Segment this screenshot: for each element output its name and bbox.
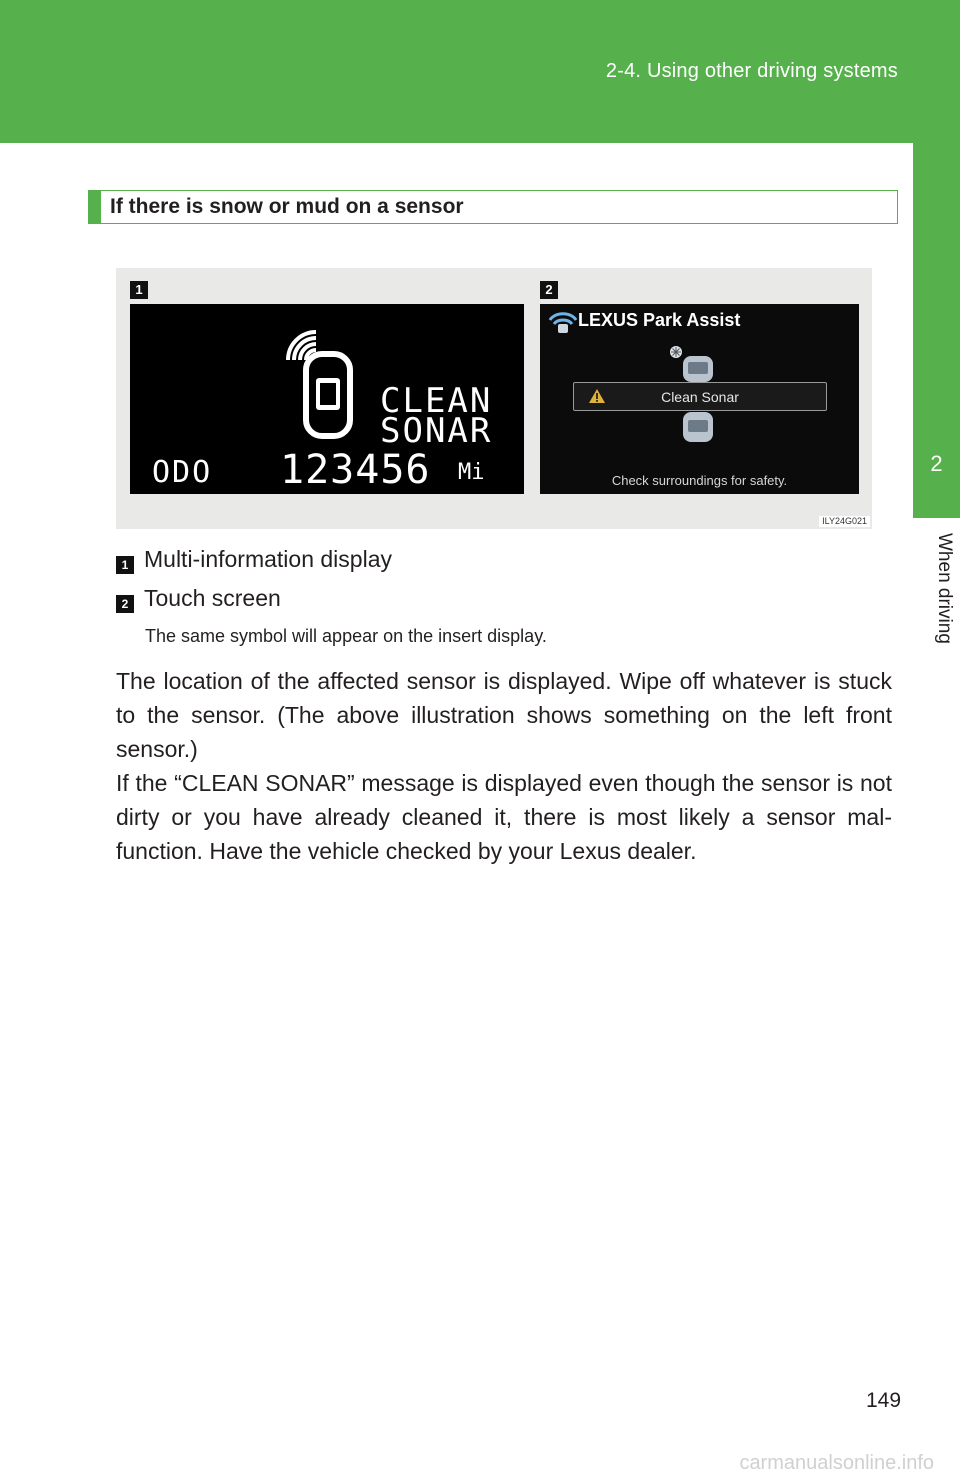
figure-tag-2: 2 <box>540 281 558 299</box>
legend-label-1: Multi-information display <box>144 546 392 572</box>
legend-item-2 <box>116 585 281 613</box>
section-title: 2-4. Using other driving systems <box>605 60 898 82</box>
multi-information-display <box>130 304 524 494</box>
clean-sonar-message <box>380 381 493 451</box>
clean-sonar-text: Clean Sonar <box>661 389 739 405</box>
legend-marker-2: 2 <box>116 595 134 613</box>
chapter-tab <box>913 143 960 518</box>
page-number: 149 <box>866 1389 902 1412</box>
section-heading: If there is snow or mud on a sensor <box>110 195 464 218</box>
odometer-unit: Mi <box>458 460 485 485</box>
odometer-value: 123456 <box>280 447 431 493</box>
legend-label-2: Touch screen <box>144 585 281 611</box>
vehicle-front-icon <box>679 354 717 382</box>
chapter-label: When driving <box>934 533 955 644</box>
message-line-2: SONAR <box>380 411 493 451</box>
figure-code: ILY24G021 <box>819 516 870 527</box>
car-top-view-icon <box>302 350 354 440</box>
header-band <box>0 0 960 143</box>
clean-sonar-message-box <box>573 382 827 411</box>
touch-screen-title: LEXUS Park Assist <box>578 310 741 330</box>
legend-marker-1: 1 <box>116 556 134 574</box>
park-assist-icon <box>548 310 578 334</box>
body-paragraph-2: If the “CLEAN SONAR” message is displayed even though the sensor is not dirty or you have already cleaned it, there is most likely a sensor mal-function. Have the vehicle checked by your Lexus dealer. <box>116 770 892 864</box>
figure-tag-1: 1 <box>130 281 148 299</box>
touch-screen-display <box>540 304 859 494</box>
chapter-number: 2 <box>930 451 943 476</box>
safety-footer: Check surroundings for safety. <box>611 473 788 488</box>
heading-accent-bar <box>88 190 101 224</box>
message-line-1: CLEAN <box>380 381 493 421</box>
insert-display-note: The same symbol will appear on the insert display. <box>145 626 547 646</box>
vehicle-rear-icon <box>679 412 717 444</box>
body-paragraph-1: The location of the affected sensor is displayed. Wipe off whatever is stuck to the sensor. (The above illustration shows something on the left front sensor.) <box>116 668 892 762</box>
legend-item-1 <box>116 546 392 574</box>
illustration <box>116 268 872 529</box>
watermark: carmanualsonline.info <box>739 1452 934 1474</box>
body-text <box>116 664 892 868</box>
odometer-label: ODO <box>152 455 213 490</box>
section-heading-box <box>88 190 898 224</box>
